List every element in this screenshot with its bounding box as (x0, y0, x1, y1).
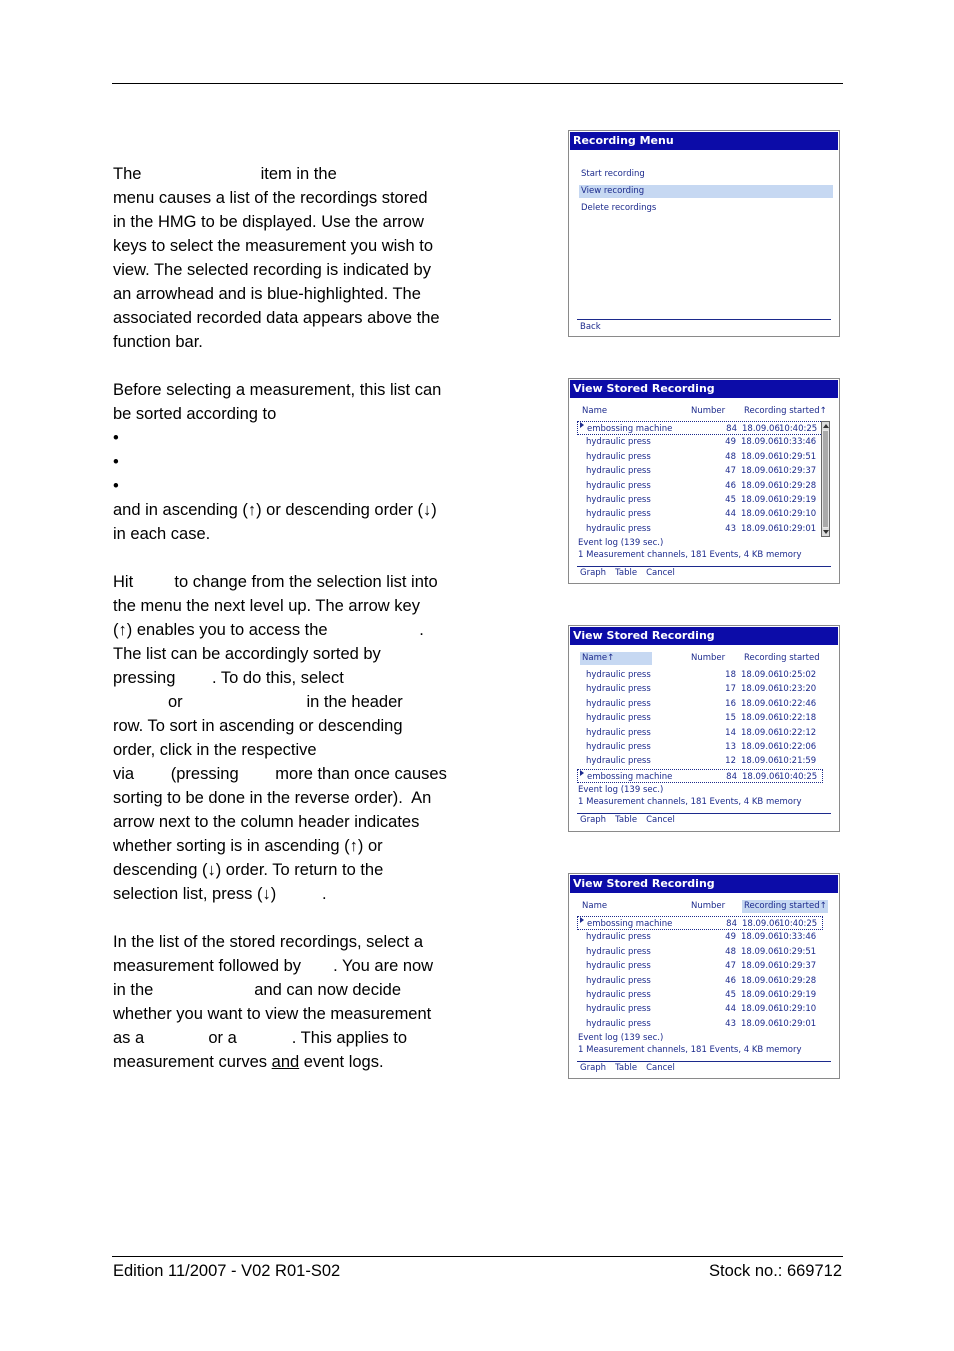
cell-date: 18.09.06 (741, 670, 779, 680)
cell-num: 43 (725, 523, 736, 534)
list-item[interactable] (577, 930, 823, 944)
column-header-started[interactable]: Recording started↑ (744, 901, 827, 911)
screen-title: View Stored Recording (570, 875, 838, 893)
function-bar-line (577, 566, 831, 567)
cell-date: 18.09.06 (741, 1018, 779, 1029)
cell-num: 47 (725, 961, 736, 972)
column-header-name[interactable]: Name (582, 406, 608, 416)
cell-date: 18.09.06 (741, 523, 779, 534)
column-header-row (577, 900, 831, 913)
cell-time: 10:22:12 (778, 727, 817, 738)
list-item[interactable] (577, 1017, 823, 1031)
cell-date: 18.09.06 (741, 466, 779, 477)
text-line: as a or a . This applies to (113, 1029, 408, 1047)
menu-item[interactable]: Start recording (581, 169, 645, 179)
cell-name: hydraulic press (586, 451, 651, 462)
text-line: descending (↓) order. To return to the (113, 861, 384, 879)
list-item[interactable] (577, 945, 823, 959)
cell-name: hydraulic press (586, 990, 651, 1000)
cell-num: 45 (725, 990, 736, 1000)
cell-time: 10:33:46 (778, 437, 817, 448)
cell-name: embossing machine (587, 919, 673, 929)
cell-time: 10:40:25 (779, 424, 818, 434)
cell-date: 18.09.06 (741, 727, 779, 738)
text-line: The list can be accordingly sorted by (113, 645, 381, 663)
paragraph-last-line: measurement curves and event logs. (113, 1053, 384, 1071)
function-key-graph[interactable]: Graph (580, 568, 607, 578)
cell-name: hydraulic press (586, 480, 651, 491)
column-header-name[interactable]: Name (582, 901, 608, 911)
cell-num: 48 (725, 451, 736, 462)
list-item[interactable] (577, 726, 823, 740)
bullet-item: • (113, 453, 119, 471)
cell-time: 10:29:51 (778, 946, 817, 957)
cell-date: 18.09.06 (741, 946, 779, 957)
function-key-graph[interactable]: Graph (580, 815, 607, 825)
cell-num: 18 (725, 670, 736, 680)
cell-time: 10:29:01 (778, 523, 817, 534)
text-line: measurement followed by . You are now (113, 957, 434, 975)
cell-name: hydraulic press (586, 713, 651, 724)
screen-title: Recording Menu (570, 132, 838, 150)
function-key-cancel[interactable]: Cancel (646, 1063, 675, 1073)
cell-date: 18.09.06 (741, 1004, 779, 1015)
footer-rule (112, 1256, 843, 1257)
cell-time: 10:29:10 (778, 509, 817, 520)
footer-stock-number: Stock no.: 669712 (708, 1262, 842, 1280)
text-line: be sorted according to (113, 405, 277, 423)
list-item[interactable] (577, 697, 823, 711)
memory-info: 1 Measurement channels, 181 Events, 4 KB memory (578, 1045, 802, 1055)
paragraph-view-recording (113, 162, 473, 354)
cell-name: hydraulic press (586, 975, 651, 986)
text-line: view. The selected recording is indicated by (113, 261, 431, 279)
column-header-started[interactable]: Recording started↑ (744, 406, 827, 416)
cell-num: 47 (725, 466, 736, 477)
column-header-row (577, 405, 831, 418)
text-line: an arrowhead and is blue-highlighted. The (113, 285, 421, 303)
cell-name: hydraulic press (586, 495, 651, 505)
cell-num: 49 (725, 932, 736, 943)
text-line: keys to select the measurement you wish to (113, 237, 434, 255)
paragraph-select-measurement (113, 930, 473, 1050)
cell-name: hydraulic press (586, 742, 651, 752)
scroll-thumb[interactable] (823, 431, 828, 527)
cell-time: 10:29:01 (778, 1018, 817, 1029)
list-item[interactable] (577, 754, 823, 768)
cell-num: 43 (725, 1018, 736, 1029)
text-line: pressing . To do this, select (113, 669, 344, 687)
cell-name: hydraulic press (586, 670, 651, 680)
view-stored-recording-screen-2 (568, 625, 840, 832)
cell-num: 84 (726, 771, 737, 782)
cell-time: 10:22:46 (778, 698, 817, 709)
cell-time: 10:40:25 (779, 771, 818, 782)
recording-menu-screen (568, 130, 840, 337)
cell-num: 14 (725, 727, 736, 738)
scrollbar[interactable] (821, 421, 830, 537)
text-line: Hit to change from the selection list into (113, 573, 438, 591)
list-item[interactable] (577, 435, 823, 449)
cell-date: 18.09.06 (741, 451, 779, 462)
cell-name: hydraulic press (586, 509, 651, 520)
text-line: The item in the (113, 165, 337, 183)
cell-time: 10:29:28 (778, 975, 817, 986)
cell-date: 18.09.06 (741, 713, 779, 724)
body-text (113, 162, 473, 1074)
cell-date: 18.09.06 (741, 975, 779, 986)
cell-num: 44 (725, 1004, 736, 1015)
cell-time: 10:21:59 (778, 756, 817, 767)
cell-num: 17 (725, 684, 736, 695)
event-log-info: Event log (139 sec.) (578, 538, 664, 548)
list-item[interactable] (577, 959, 823, 973)
cell-time: 10:29:19 (778, 495, 817, 505)
cell-num: 49 (725, 437, 736, 448)
text-line: (↑) enables you to access the . (113, 621, 424, 639)
list-item[interactable] (577, 769, 823, 783)
function-key-cancel[interactable]: Cancel (646, 568, 675, 578)
cell-date: 18.09.06 (741, 742, 779, 752)
cell-time: 10:29:37 (778, 466, 817, 477)
cell-name: hydraulic press (586, 1004, 651, 1015)
view-stored-recording-screen-1 (568, 378, 840, 584)
back-key[interactable]: Back (580, 322, 601, 332)
list-item[interactable] (577, 522, 823, 536)
menu-item[interactable]: View recording (579, 185, 833, 198)
list-item[interactable] (577, 916, 823, 930)
list-item[interactable] (577, 668, 823, 682)
function-key-graph[interactable]: Graph (580, 1063, 607, 1073)
cell-num: 46 (725, 975, 736, 986)
text-line: function bar. (113, 333, 203, 351)
function-key-table[interactable]: Table (615, 568, 638, 578)
text-line: row. To sort in ascending or descending (113, 717, 403, 735)
memory-info: 1 Measurement channels, 181 Events, 4 KB memory (578, 550, 802, 560)
cell-name: hydraulic press (586, 961, 651, 972)
text-line: menu causes a list of the recordings stored (113, 189, 428, 207)
list-item[interactable] (577, 479, 823, 493)
function-bar (580, 1063, 684, 1073)
cell-name: embossing machine (587, 771, 673, 782)
cell-num: 48 (725, 946, 736, 957)
list-item[interactable] (577, 974, 823, 988)
cell-num: 13 (725, 742, 736, 752)
column-header-number[interactable]: Number (691, 653, 726, 663)
column-header-name[interactable]: Name↑ (580, 652, 652, 665)
function-key-table[interactable]: Table (615, 815, 638, 825)
cell-name: hydraulic press (586, 946, 651, 957)
cell-num: 84 (726, 919, 737, 929)
list-item[interactable] (577, 421, 823, 435)
function-bar-line (577, 319, 831, 320)
paragraph-header-row (113, 570, 473, 906)
screen-title: View Stored Recording (570, 627, 838, 645)
cell-num: 45 (725, 495, 736, 505)
text-line: sorting to be done in the reverse order). An (113, 789, 432, 807)
cell-name: embossing machine (587, 424, 673, 434)
text-line: the menu the next level up. The arrow key (113, 597, 420, 615)
cell-name: hydraulic press (586, 756, 651, 767)
column-header-row (577, 652, 831, 665)
cell-num: 16 (725, 698, 736, 709)
list-item[interactable] (577, 450, 823, 464)
view-stored-recording-screen-3 (568, 873, 840, 1079)
list-item[interactable] (577, 740, 823, 754)
menu-item[interactable]: Delete recordings (581, 203, 657, 213)
function-bar-line (577, 813, 831, 814)
text-line: via (pressing more than once causes (113, 765, 447, 783)
cell-name: hydraulic press (586, 727, 651, 738)
text-line: In the list of the stored recordings, select a (113, 933, 423, 951)
function-bar-line (577, 1061, 831, 1062)
scroll-down-icon[interactable] (822, 528, 829, 536)
text-line: in the HMG to be displayed. Use the arrow (113, 213, 424, 231)
cell-num: 44 (725, 509, 736, 520)
text-line: whether you want to view the measurement (113, 1005, 432, 1023)
selection-arrow-icon (580, 917, 584, 923)
cell-time: 10:25:02 (778, 670, 817, 680)
cell-time: 10:40:25 (779, 919, 818, 929)
text-line: in each case. (113, 525, 211, 543)
list-item[interactable] (577, 988, 823, 1002)
cell-time: 10:22:06 (778, 742, 817, 752)
cell-name: hydraulic press (586, 698, 651, 709)
text-line: arrow next to the column header indicates (113, 813, 420, 831)
text-line: whether sorting is in ascending (↑) or (113, 837, 383, 855)
cell-time: 10:29:28 (778, 480, 817, 491)
footer-edition: Edition 11/2007 - V02 R01-S02 (113, 1262, 341, 1280)
cell-date: 18.09.06 (741, 961, 779, 972)
cell-name: hydraulic press (586, 466, 651, 477)
column-header-number[interactable]: Number (691, 901, 726, 911)
cell-num: 46 (725, 480, 736, 491)
bullet-item: • (113, 429, 119, 447)
text-line: and in ascending (↑) or descending order (↓) (113, 501, 437, 519)
text-line: or in the header (113, 693, 403, 711)
text-line: order, click in the respective (113, 741, 317, 759)
function-bar (580, 568, 684, 578)
list-item[interactable] (577, 1002, 823, 1016)
cell-num: 84 (726, 424, 737, 434)
cell-name: hydraulic press (586, 684, 651, 695)
cell-date: 18.09.06 (741, 698, 779, 709)
event-log-info: Event log (139 sec.) (578, 785, 664, 795)
memory-info: 1 Measurement channels, 181 Events, 4 KB memory (578, 797, 802, 807)
paragraph-sorting (113, 378, 473, 426)
header-rule (112, 83, 843, 84)
cell-date: 18.09.06 (742, 919, 780, 929)
column-header-started[interactable]: Recording started (744, 653, 820, 663)
paragraph-sort-order (113, 498, 473, 546)
cell-time: 10:33:46 (778, 932, 817, 943)
screen-title: View Stored Recording (570, 380, 838, 398)
cell-name: hydraulic press (586, 1018, 651, 1029)
list-item[interactable] (577, 682, 823, 696)
cell-time: 10:29:19 (778, 990, 817, 1000)
cell-date: 18.09.06 (741, 495, 779, 505)
list-item[interactable] (577, 711, 823, 725)
cell-date: 18.09.06 (741, 932, 779, 943)
cell-name: hydraulic press (586, 523, 651, 534)
list-item[interactable] (577, 464, 823, 478)
bullet-item: • (113, 477, 119, 495)
cell-date: 18.09.06 (741, 990, 779, 1000)
cell-time: 10:29:51 (778, 451, 817, 462)
cell-date: 18.09.06 (741, 684, 779, 695)
cell-name: hydraulic press (586, 932, 651, 943)
cell-date: 18.09.06 (741, 480, 779, 491)
text-line: associated recorded data appears above the (113, 309, 440, 327)
cell-time: 10:22:18 (778, 713, 817, 724)
cell-time: 10:23:20 (778, 684, 817, 695)
list-item[interactable] (577, 507, 823, 521)
cell-date: 18.09.06 (742, 771, 780, 782)
function-key-cancel[interactable]: Cancel (646, 815, 675, 825)
selection-arrow-icon (580, 422, 584, 428)
event-log-info: Event log (139 sec.) (578, 1033, 664, 1043)
cell-time: 10:29:37 (778, 961, 817, 972)
text-line: in the and can now decide (113, 981, 401, 999)
list-item[interactable] (577, 493, 823, 507)
selection-arrow-icon (580, 770, 584, 776)
cell-num: 15 (725, 713, 736, 724)
cell-date: 18.09.06 (742, 424, 780, 434)
cell-date: 18.09.06 (741, 437, 779, 448)
cell-date: 18.09.06 (741, 509, 779, 520)
function-key-table[interactable]: Table (615, 1063, 638, 1073)
cell-name: hydraulic press (586, 437, 651, 448)
scroll-up-icon[interactable] (822, 422, 829, 430)
column-header-number[interactable]: Number (691, 406, 726, 416)
cell-date: 18.09.06 (741, 756, 779, 767)
cell-time: 10:29:10 (778, 1004, 817, 1015)
text-line: selection list, press (↓) . (113, 885, 327, 903)
cell-num: 12 (725, 756, 736, 767)
function-bar (580, 815, 684, 825)
text-line: Before selecting a measurement, this list can (113, 381, 442, 399)
